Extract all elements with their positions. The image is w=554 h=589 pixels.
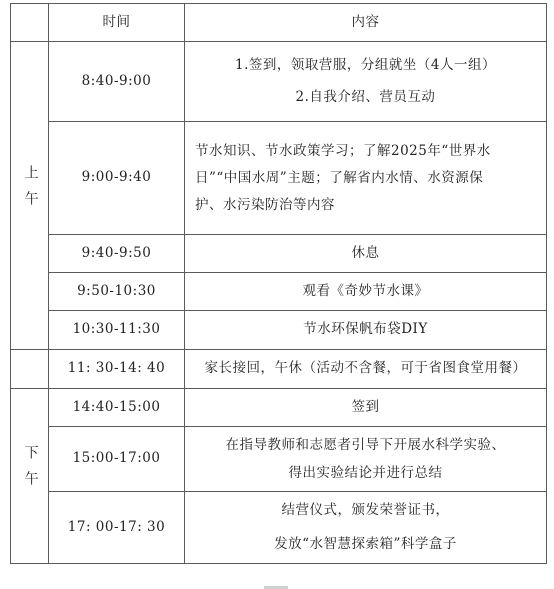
content-line: 得出实验结论并进行总结 [288, 465, 443, 481]
period-cell-noon [11, 350, 49, 389]
content-cell [185, 427, 547, 492]
table-row [11, 492, 547, 564]
content-line: 护、水污染防治等内容 [195, 196, 335, 213]
time-cell: 15:00-17:00 [49, 427, 185, 492]
content-line: 1.签到，领取营服，分组就坐（4人一组） [235, 57, 496, 74]
period-cell-morning [11, 42, 49, 350]
table-row [11, 235, 547, 273]
content-line: 签到 [351, 398, 380, 415]
table-row [11, 122, 547, 235]
content-cell [185, 492, 547, 564]
content-line: 休息 [351, 244, 380, 261]
content-line: 观看《奇妙节水课》 [302, 282, 429, 299]
content-line: 发放“水智慧探索箱”科学盒子 [274, 535, 457, 552]
content-line: 日”“中国水周”主题；了解省内水情、水资源保 [195, 169, 484, 186]
content-line: 结营仪式，颁发荣誉证书， [281, 501, 450, 518]
period-label-afternoon: 下午 [22, 445, 39, 498]
content-line: 2.自我介绍、营员互动 [295, 88, 436, 105]
table-row [11, 42, 547, 122]
table-row [11, 389, 547, 427]
table-row [11, 427, 547, 492]
schedule-table [10, 3, 547, 564]
content-line: 在指导教师和志愿者引导下开展水科学实验、 [225, 436, 506, 453]
content-cell [185, 389, 547, 427]
time-cell: 9:40-9:50 [49, 235, 185, 273]
content-cell [185, 311, 547, 350]
content-cell [185, 273, 547, 311]
content-cell [185, 122, 547, 235]
content-cell [185, 235, 547, 273]
table-row [11, 350, 547, 389]
content-line: 节水知识、节水政策学习；了解2025年“世界水 [195, 142, 491, 159]
table-header-row [11, 4, 547, 42]
header-period-cell [11, 4, 49, 42]
content-cell: 家长接回，午休（活动不含餐，可于省图食堂用餐） [185, 350, 547, 389]
table-row [11, 311, 547, 350]
time-cell: 9:50-10:30 [49, 273, 185, 311]
header-content: 内容 [185, 4, 547, 42]
time-cell: 11: 30-14: 40 [49, 350, 185, 389]
period-label-morning: 上午 [22, 164, 39, 217]
content-cell [185, 42, 547, 122]
time-cell: 8:40-9:00 [49, 42, 185, 122]
content-line: 节水环保帆布袋DIY [303, 321, 428, 338]
table-row [11, 273, 547, 311]
period-cell-afternoon [11, 389, 49, 564]
time-cell: 10:30-11:30 [49, 311, 185, 350]
time-cell: 14:40-15:00 [49, 389, 185, 427]
time-cell: 9:00-9:40 [49, 122, 185, 235]
time-cell: 17: 00-17: 30 [49, 492, 185, 564]
header-time: 时间 [49, 4, 185, 42]
